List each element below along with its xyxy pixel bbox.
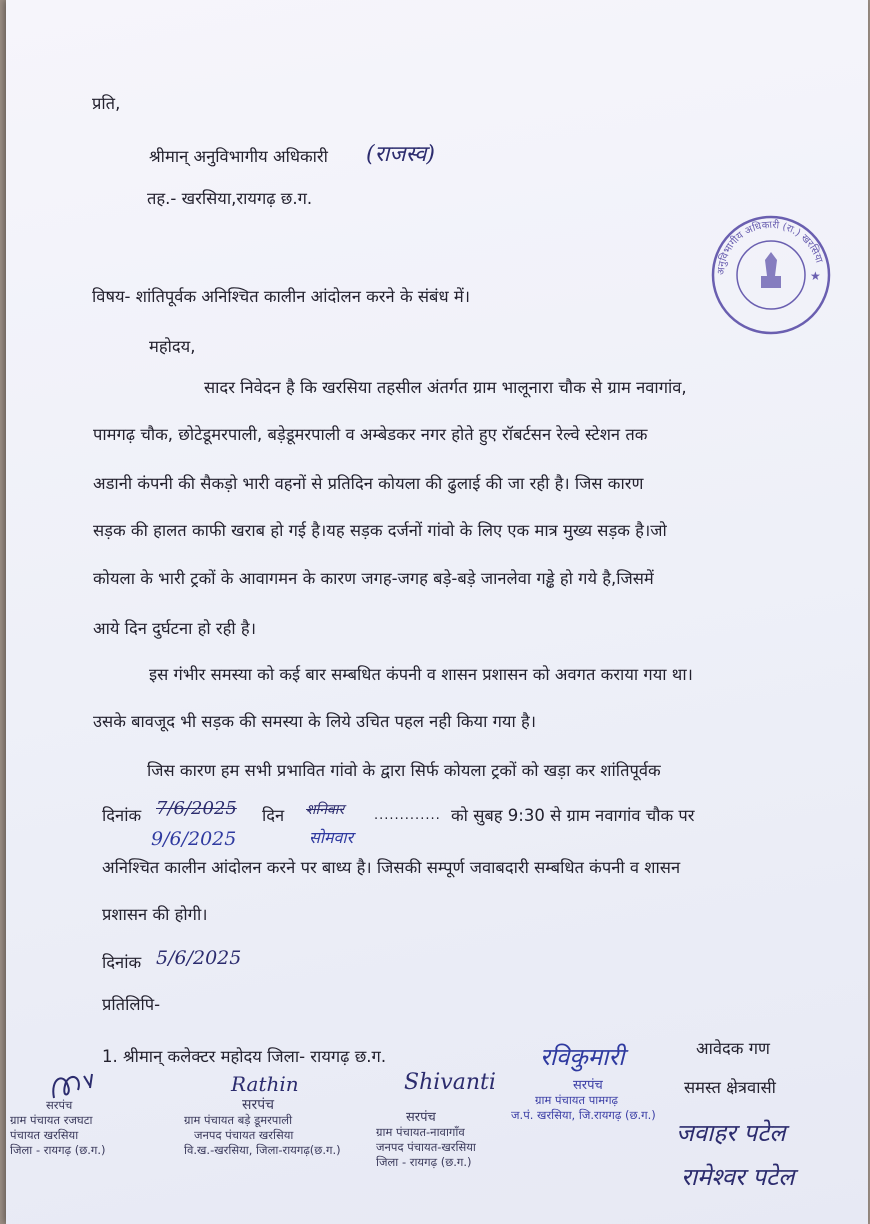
all-areas-label: समस्त क्षेत्रवासी bbox=[684, 1078, 776, 1097]
body-line: सड़क की हालत काफी खराब हो गई है।यह सड़क दर्जनों गांवो के लिए एक मात्र मुख्य सड़क है।जो bbox=[93, 521, 667, 540]
body-line: कोयला के भारी ट्रकों के आवागमन के कारण जगह-जगह बड़े-बड़े जानलेवा गड्ढे हो गये है,जिसमें bbox=[93, 569, 654, 588]
subject: विषय- शांतिपूर्वक अनिश्चित कालीन आंदोलन करने के संबंध में। bbox=[92, 287, 470, 306]
sarpanch-stamp: सरपंच ग्राम पंचायत रजघटा पंचायत खरसिया जिला - रायगढ़ (छ.ग.) bbox=[10, 1098, 106, 1157]
body-line: इस गंभीर समस्या को कई बार सम्बधित कंपनी व शासन प्रशासन को अवगत कराया गया था। bbox=[149, 665, 693, 684]
body-line: पामगढ़ चौक, छोटेडूमरपाली, बड़ेडूमरपाली व अम्बेडकर नगर होते हुए रॉबर्टसन रेल्वे स्टेशन तक bbox=[93, 425, 648, 444]
salutation: महोदय, bbox=[149, 337, 196, 356]
body-line: अडानी कंपनी की सैकड़ो भारी वहनों से प्रतिदिन कोयला की ढुलाई की जा रही है। जिस कारण bbox=[93, 474, 644, 493]
body-line: अनिश्चित कालीन आंदोलन करने पर बाध्य है। जिसकी सम्पूर्ण जवाबदारी सम्बधित कंपनी व शासन bbox=[102, 858, 681, 877]
address: तह.- खरसिया,रायगढ़ छ.ग. bbox=[147, 189, 313, 208]
new-day: सोमवार bbox=[309, 828, 354, 847]
svg-text:★: ★ bbox=[810, 269, 821, 283]
addressee: श्रीमान् अनुविभागीय अधिकारी bbox=[149, 147, 328, 166]
letter-paper bbox=[6, 0, 868, 1224]
day-label: दिन bbox=[262, 806, 285, 825]
new-date: 9/6/2025 bbox=[151, 828, 237, 850]
body-line: उसके बावजूद भी सड़क की समस्या के लिये उचित पहल नही किया गया है। bbox=[93, 712, 537, 731]
applicant-label: आवेदक गण bbox=[696, 1039, 770, 1058]
dots-filler: ............. bbox=[374, 808, 441, 823]
body-line: को सुबह 9:30 से ग्राम नवागांव चौक पर bbox=[451, 806, 695, 825]
struck-day: शनिवार bbox=[306, 802, 345, 818]
body-line: आये दिन दुर्घटना हो रही है। bbox=[93, 619, 256, 638]
signature-ravikumari: रविकुमारी bbox=[540, 1043, 625, 1071]
body-line: सादर निवेदन है कि खरसिया तहसील अंतर्गत ग्राम भालूनारा चौक से ग्राम नवागांव, bbox=[204, 378, 687, 397]
addressee-handwritten: (राजस्व) bbox=[366, 142, 435, 167]
signature-mark bbox=[46, 1068, 106, 1108]
body-line: जिस कारण हम सभी प्रभावित गांवो के द्वारा सिर्फ कोयला ट्रकों को खड़ा कर शांतिपूर्वक bbox=[147, 761, 661, 780]
letter-date: 5/6/2025 bbox=[156, 947, 242, 969]
body-line: प्रशासन की होगी। bbox=[102, 905, 208, 924]
date-label: दिनांक bbox=[102, 806, 142, 825]
signature-shivanti: Shivanti bbox=[404, 1070, 496, 1095]
signature-jawahar-patel: जवाहर पटेल bbox=[676, 1119, 786, 1147]
copy-label: प्रतिलिपि- bbox=[102, 995, 161, 1014]
official-seal-icon bbox=[710, 214, 832, 336]
copy-item: 1. श्रीमान् कलेक्टर महोदय जिला- रायगढ़ छ.ग. bbox=[102, 1047, 387, 1066]
svg-text:अनुविभागीय अधिकारी (रा.) खरसिय: अनुविभागीय अधिकारी (रा.) खरसिया bbox=[715, 219, 825, 276]
date-label: दिनांक bbox=[102, 953, 142, 972]
signature-rameshwar-patel: रामेश्वर पटेल bbox=[681, 1163, 795, 1191]
sarpanch-stamp: सरपंच ग्राम पंचायत बड़े डूमरपाली जनपद पंचायत खरसिया वि.ख.-खरसिया, जिला-रायगढ़(छ.ग.) bbox=[184, 1097, 341, 1157]
struck-date: 7/6/2025 bbox=[156, 798, 237, 819]
prati: प्रति, bbox=[92, 94, 121, 113]
sarpanch-stamp: सरपंच ग्राम पंचायत पामगढ़ ज.पं. खरसिया, जि.रायगढ़ (छ.ग.) bbox=[511, 1078, 656, 1122]
signature-rathin: Rathin bbox=[231, 1072, 299, 1096]
sarpanch-stamp: सरपंच ग्राम पंचायत-नावागाँव जनपद पंचायत-खरसिया जिला - रायगढ़ (छ.ग.) bbox=[376, 1110, 476, 1169]
